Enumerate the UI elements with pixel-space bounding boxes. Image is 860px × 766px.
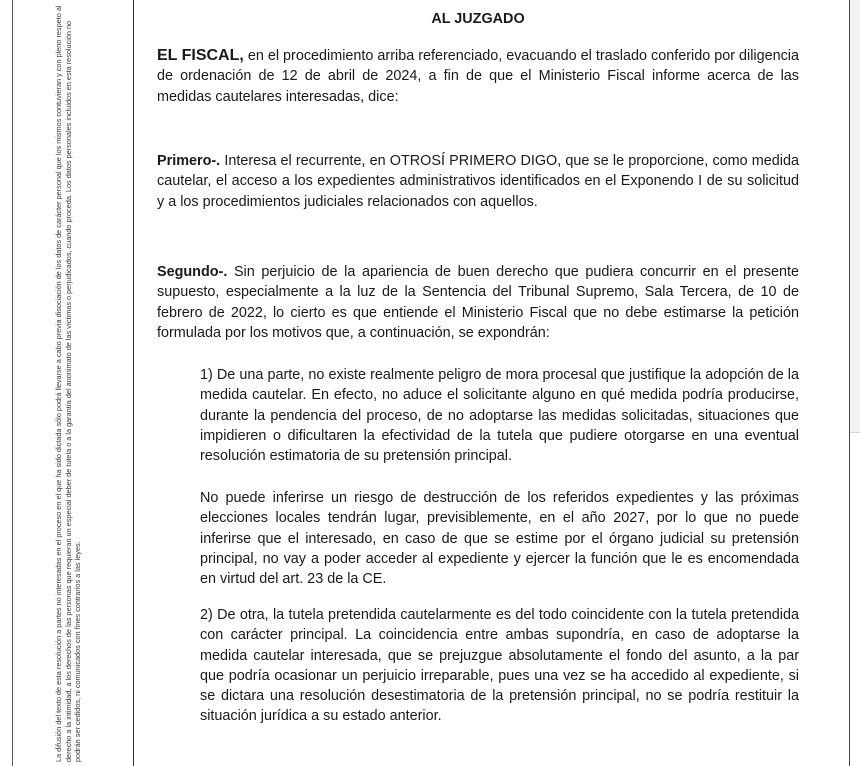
primero-paragraph (157, 151, 799, 212)
intro-text: en el procedimiento arriba referenciado, evacuando el traslado conferido por diligencia de ordenación de 12 de abril de 2024, a fin de que el Ministerio Fiscal informe acerca de las medidas cautelares interesadas, dice: (157, 48, 800, 105)
segundo-paragraph (157, 262, 799, 343)
primero-lead: Primero-. (157, 153, 221, 169)
point-1-paragraph: 1) De una parte, no existe realmente peligro de mora procesal que justifique la adopción de la medida cautelar. En efecto, no aduce el solicitante alguno en qué medida podría producirse, durante la pendencia del proceso, de no adoptarse las medidas solicitadas, situaciones que impidieren o dificultaren la efectividad de la tutela que pudiere otorgarse en una eventual resolución estimatoria de su pretensión principal. (200, 367, 799, 465)
segundo-lead: Segundo-. (157, 264, 228, 280)
document-title: AL JUZGADO (431, 11, 525, 27)
segundo-text: Sin perjuicio de la apariencia de buen derecho que pudiera concurrir en el presente supuesto, especialmente a la luz de la Sentencia del Tribunal Supremo, Sala Tercera, de 10 de febrero de 2022, lo cierto es que entiende el Ministerio Fiscal que no debe estimarse la petición formulada por los motivos que, a continuación, se expondrán: (157, 264, 799, 341)
privacy-margin-text: La difusión del texto de esta resolución a partes no interesadas en el proceso en el que ha sido dictada sólo podrá llevarse a cabo previa disociación de los datos de carácter personal que los mismos contuvieran y con pleno respeto al derecho a la intimidad, a los derechos de las personas que requieran un especial deber de tutela o a la garantía del anonimato de las víctimas o perjudicados, cuando proceda. Los datos personales incluidos en esta resolución no podrán ser cedidos, ni comunicados con fines contrarios a las leyes. (54, 5, 83, 762)
intro-paragraph (157, 46, 799, 107)
privacy-margin-note (54, 2, 90, 762)
page-margin-rule (133, 0, 134, 766)
intro-lead: EL FISCAL, (157, 47, 244, 64)
left-rule (12, 0, 13, 766)
point-2-paragraph: 2) De otra, la tutela pretendida cautelarmente es del todo coincidente con la tutela pretendida con carácter principal. La coincidencia entre ambas supondría, en caso de adoptarse la medida cautelar interesada, que se prejuzgue absolutamente el fondo del asunto, a la par que podría ocasionar un perjuicio irreparable, pues una vez se ha accedido al expediente, si se dictara una resolución desestimatoria de la pretensión principal, no se podría restituir la situación jurídica a su estado anterior. (200, 607, 799, 725)
side-panel (850, 0, 860, 433)
point-1-continuation: No puede inferirse un riesgo de destrucción de los referidos expedientes y las próximas elecciones locales tendrán lugar, previsiblemente, en el año 2027, por lo que no puede inferirse que el interesado, en caso de que se estime por el órgano judicial su pretensión principal, no vay a poder acceder al expediente y ejercer la función que le es encomendada en virtud del art. 23 de la CE. (200, 490, 799, 588)
primero-text: Interesa el recurrente, en OTROSÍ PRIMERO DIGO, que se le proporcione, como medida cautelar, el acceso a los expedientes administrativos identificados en el Exponendo I de su solicitud y a los procedimientos judiciales relacionados con aquellos. (157, 153, 799, 210)
